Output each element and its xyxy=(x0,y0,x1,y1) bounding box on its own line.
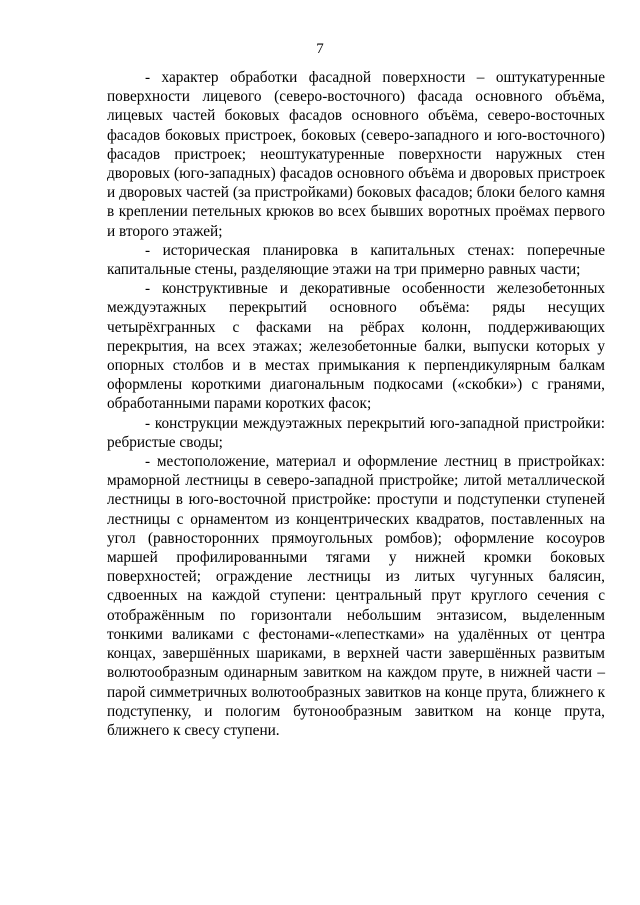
paragraph-staircases: - местоположение, материал и оформление лестниц в пристройках: мраморной лестницы в северо-западной пристройке; литой металлической лестницы в юго-восточной пристройке: проступи и подступенки ступеней лестницы с орнаментом из концентрических квадратов, поставленных на угол (равносторонних прямоугольных ромбов); оформление косоуров маршей профилированными тягами у нижней кромки боковых поверхностей; ограждение лестницы из литых чугунных балясин, сдвоенных на каждой ступени: центральный прут круглого сечения с отображённым по горизонтали небольшим энтазисом, выделенным тонкими валиками с фестонами-«лепестками» на удалённых от центра концах, завершённых шариками, в верхней части завершённых развитым волютообразным одинарным завитком на каждом пруте, в нижней части – парой симметричных волютообразных завитков на конце прута, ближнего к подступенку, и пологим бутонообразным завитком на конце прута, ближнего к свесу ступени. xyxy=(107,453,605,739)
page-number: 7 xyxy=(316,41,324,57)
document-body xyxy=(107,68,605,740)
paragraph-historic-layout: - историческая планировка в капитальных стенах: поперечные капитальные стены, разделяющие этажи на три примерно равных части; xyxy=(107,241,605,279)
paragraph-ribbed-vaults: - конструкции междуэтажных перекрытий юго-западной пристройки: ребристые своды; xyxy=(107,414,605,451)
paragraph-facade-finish: - характер обработки фасадной поверхности – оштукатуренные поверхности лицевого (северо-восточного) фасада основного объёма, лицевых частей боковых фасадов основного объёма, северо-восточных фасадов боковых пристроек, боковых (северо-западного и юго-восточного) фасадов пристроек; неоштукатуренные поверхности наружных стен дворовых (юго-западных) фасадов основного объёма и дворовых пристроек и дворовых частей (за пристройками) боковых фасадов; блоки белого камня в креплении петельных крюков во всех бывших воротных проёмах первого и второго этажей; xyxy=(107,69,605,240)
paragraph-concrete-floors: - конструктивные и декоративные особенности железобетонных междуэтажных перекрытий основного объёма: ряды несущих четырёхгранных с фасками на рёбрах колонн, поддерживающих перекрытия, на всех этажах; железобетонные балки, выпуски которых у опорных столбов и в местах примыкания к перпендикулярным балкам оформлены короткими диагональным подкосами («скобки») с гранями, обработанными парами коротких фасок; xyxy=(107,280,605,413)
